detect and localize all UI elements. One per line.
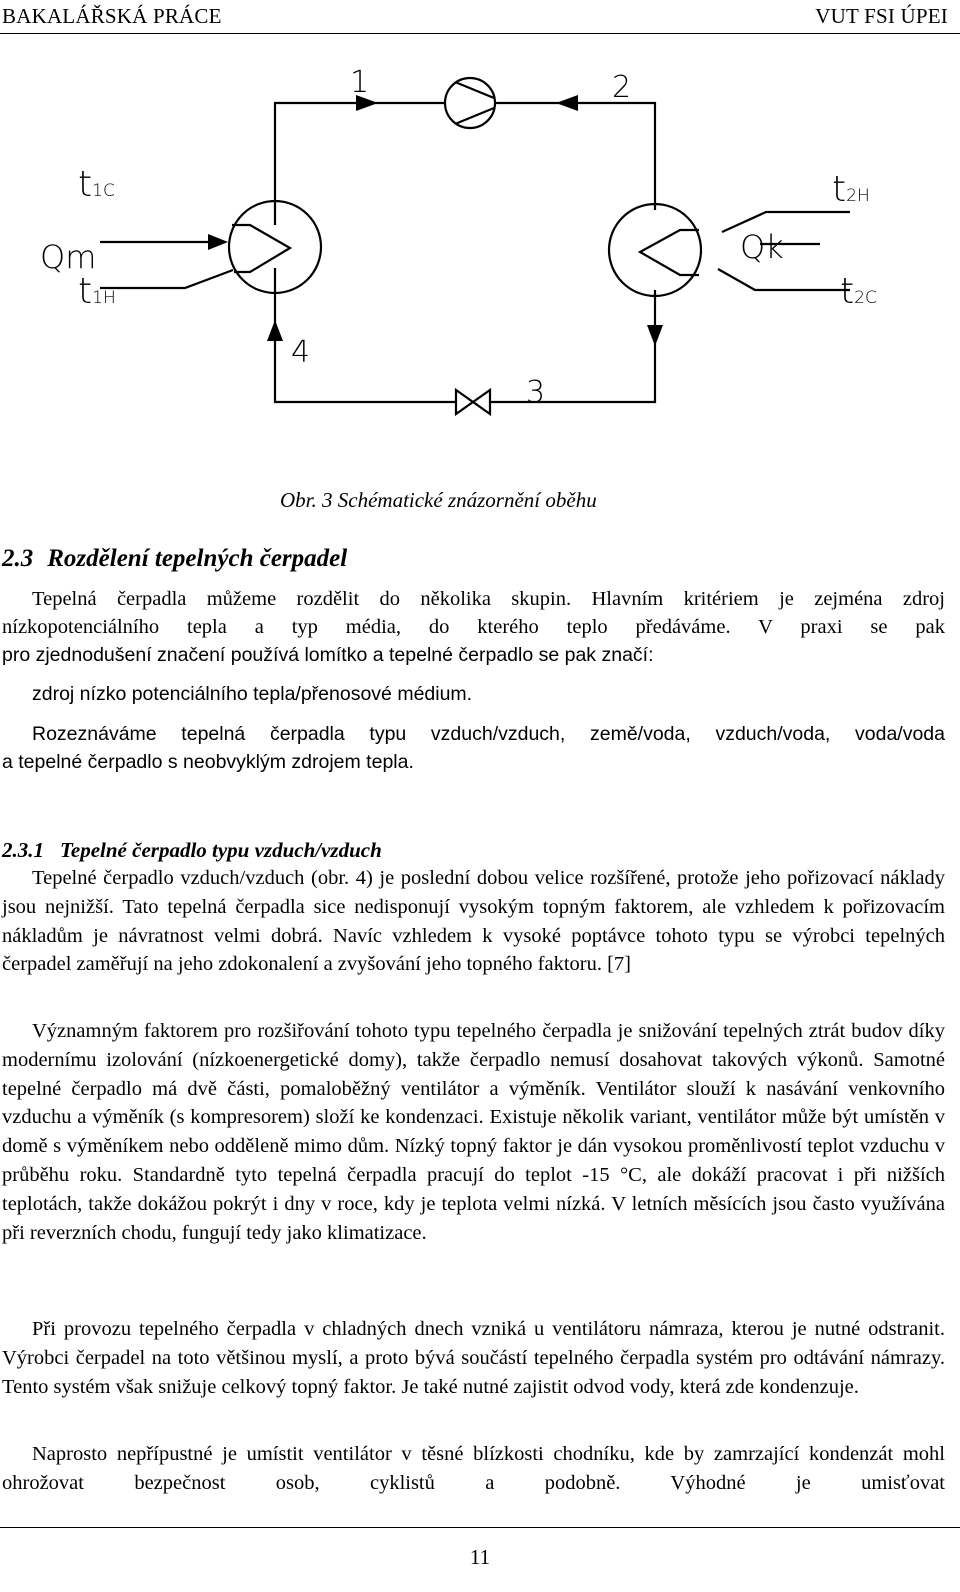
section-number: 2.3 [2, 545, 34, 572]
condenser-coil [640, 230, 699, 275]
label-qm: Qm [40, 238, 97, 276]
pipe-right-bottom [490, 290, 655, 402]
arrow-left-up [267, 320, 283, 341]
evaporator-coil [232, 225, 290, 272]
condenser-symbol [609, 204, 701, 296]
subsection-title: Tepelné čerpadlo typu vzduch/vzduch [60, 838, 382, 862]
label-t1c: t1C [78, 164, 115, 205]
label-point-2: 2 [612, 70, 632, 105]
intro-line-3: pro zjednodušení značení používá lomítko a tepelné čerpadlo se pak značí: [2, 644, 654, 666]
arrow-top-right [556, 95, 578, 111]
subsection-number: 2.3.1 [2, 838, 44, 862]
expansion-valve-symbol [456, 390, 490, 414]
figure-caption: Obr. 3 Schématické znázornění oběhu [280, 488, 597, 512]
label-qk: Qk [740, 228, 784, 266]
heat-pump-cycle-diagram [0, 40, 960, 480]
header-rule [0, 33, 960, 34]
compressor-symbol [445, 78, 495, 128]
pipe-top-right [495, 103, 655, 210]
header-thesis-type: BAKALÁŘSKÁ PRÁCE [2, 4, 222, 28]
section-heading [2, 545, 347, 573]
cold-in-line [100, 270, 233, 288]
intro-line-2: nízkopotenciálního tepla a typ média, do kterého teplo předáváme. V praxi se pak [2, 616, 945, 638]
naming-formula: zdroj nízko potenciálního tepla/přenosové médium. [32, 683, 473, 705]
paragraph-2: Významným faktorem pro rozšiřování tohoto typu tepelného čerpadla je snižování tepelných ztrát budov díky modernímu izolování (nízkoenergetické domy), takže čerpadlo nemusí dosahovat takových výkonů. Samotné tepelné čerpadlo má dvě části, pomaloběžný ventilátor a výměník. Ventilátor slouží k nasávání venkovního vzduchu a výměník (s kompresorem) složí ke kondenzaci. Existuje několik variant, ventilátor může být umístěn v domě s výměníkem nebo odděleně mimo dům. Nízký topný faktor je dán vysokou proměnlivostí teplot vzduchu v průběhu roku. Standardně tyto tepelná čerpadla pracují do teplot -15 °C, ale dokáží pracovat i při nižších teplotách, takže dokážou pokrýt i dny v roce, kdy je teplota velmi nízká. V letních měsících jsou často využívána při reverzních chodu, fungují tedy jako klimatizace. [2, 1020, 945, 1244]
intro-line-1: Tepelná čerpadla můžeme rozdělit do několika skupin. Hlavním kritériem je zejména zdroj [32, 588, 945, 610]
label-t2c: t2C [840, 271, 877, 312]
page-number: 11 [469, 1545, 491, 1569]
paragraph-1: Tepelné čerpadlo vzduch/vzduch (obr. 4) je poslední dobou velice rozšířené, protože jeho pořizovací náklady jsou nejnižší. Tato tepelná čerpadla sice nedisponují vysokým topným faktorem, ale vzhledem k pořizovacím nákladům je návratnost velmi dobrá. Navíc vzhledem k vysoké poptávce tohoto typu se výrobci tepelných čerpadel zaměřují na jeho zdokonalení a zvyšování jeho topného faktoru. [7] [2, 867, 945, 976]
section-title: Rozdělení tepelných čerpadel [47, 545, 348, 572]
arrow-right-down [647, 325, 663, 346]
header-institute: VUT FSI ÚPEI [815, 4, 948, 28]
types-line-1: Rozeznáváme tepelná čerpadla typu vzduch/vzduch, země/voda, vzduch/voda, voda/voda [32, 723, 945, 745]
pipe-top-left [275, 103, 445, 225]
label-t1h: t1H [78, 271, 116, 312]
types-line-2: a tepelné čerpadlo s neobvyklým zdrojem tepla. [2, 751, 414, 773]
arrow-heat-in [208, 234, 228, 250]
subsection-heading [2, 838, 382, 863]
label-point-4: 4 [291, 335, 311, 370]
cold-out-line [718, 269, 850, 290]
paragraph-3: Při provozu tepelného čerpadla v chladných dnech vzniká u ventilátoru námraza, kterou je nutné odstranit. Výrobci čerpadel na toto většinou myslí, a proto bývá součástí tepelného čerpadla systém pro odtávání námrazy. Tento systém však snižuje celkový topný faktor. Je také nutné zajistit odvod vody, která zde kondenzuje. [2, 1318, 945, 1398]
label-t2h: t2H [832, 169, 870, 210]
page-header [0, 0, 960, 36]
paragraph-4: Naprosto nepřípustné je umístit ventilátor v těsné blízkosti chodníku, kde by zamrzající kondenzát mohl ohrožovat bezpečnost osob, cyklistů a podobně. Výhodné je umisťovat [2, 1443, 945, 1494]
footer-rule [0, 1527, 960, 1528]
label-point-3: 3 [526, 375, 546, 410]
label-point-1: 1 [350, 65, 370, 100]
